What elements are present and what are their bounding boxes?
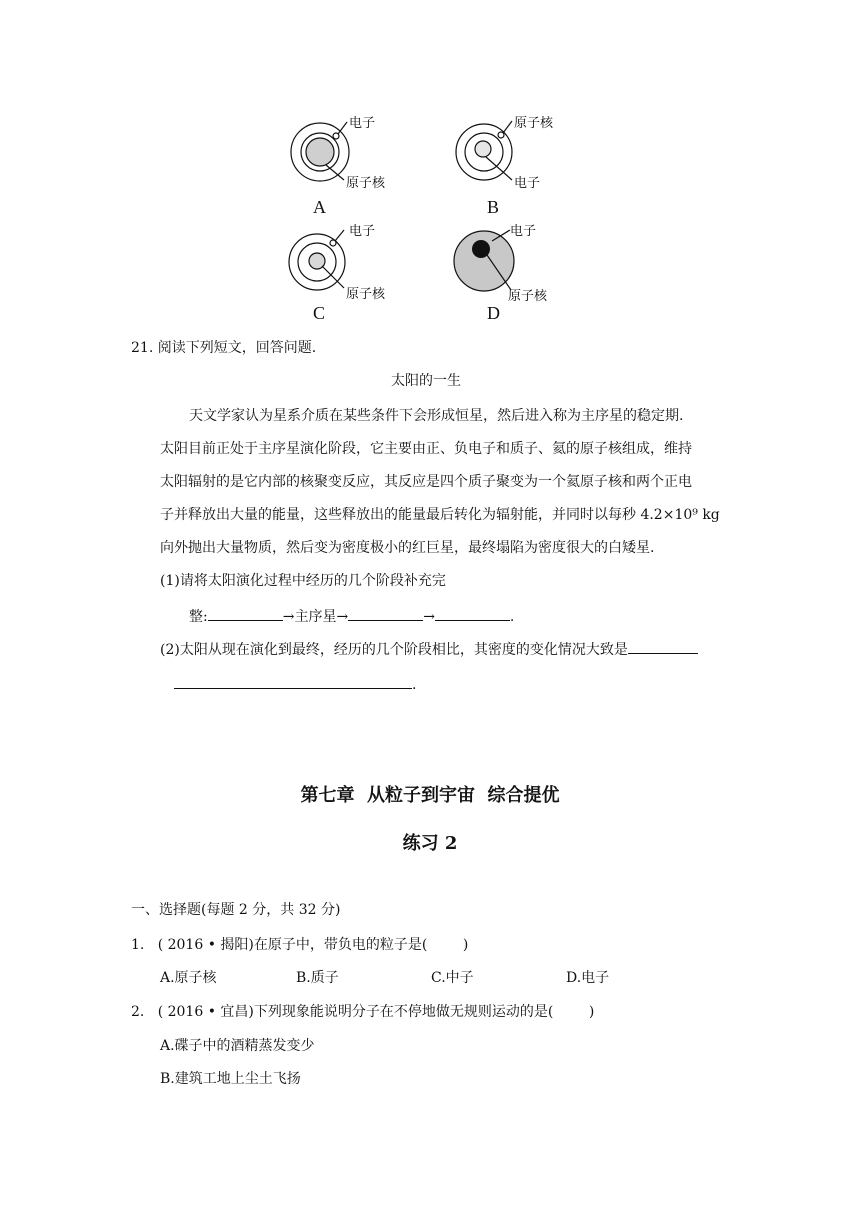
q2-option-a[interactable]: A.碟子中的酒精蒸发变少 <box>160 1038 315 1054</box>
q21-sub2-end: . <box>412 677 417 693</box>
q21-sub2-line <box>160 639 698 660</box>
atom-d-label-nucleus: 原子核 <box>508 289 548 304</box>
q2-option-b[interactable]: B.建筑工地上尘土飞扬 <box>160 1071 301 1087</box>
atom-c-label-electron: 电子 <box>349 224 376 239</box>
atom-b-label-nucleus: 原子核 <box>514 116 554 131</box>
arrow: → <box>336 609 349 625</box>
option-letter-c: C <box>313 303 326 323</box>
atom-c-label-nucleus: 原子核 <box>346 287 386 302</box>
atom-d-label-electron: 电子 <box>510 224 537 239</box>
arrow: → <box>282 609 295 625</box>
atom-a-label-electron: 电子 <box>349 116 376 131</box>
arrow: → <box>423 609 435 625</box>
answer-blank-1[interactable] <box>208 606 283 621</box>
q21-paragraph-line: 太阳辐射的是它内部的核聚变反应，其反应是四个质子聚变为一个氦原子核和两个正电 <box>160 474 692 490</box>
answer-blank-5[interactable] <box>174 674 412 689</box>
option-letter-b: B <box>487 197 500 217</box>
question-2-stem: 2. ( 2016 • 宜昌)下列现象能说明分子在不停地做无规则运动的是( ) <box>131 1004 595 1020</box>
answer-blank-2[interactable] <box>348 606 423 621</box>
question-1-stem: 1. ( 2016 • 揭阳)在原子中，带负电的粒子是( ) <box>131 937 469 953</box>
answer-blank-4[interactable] <box>628 639 698 654</box>
q21-sub1-main-sequence: 主序星 <box>294 609 337 625</box>
atom-b-label-electron: 电子 <box>514 176 541 191</box>
q21-paragraph-line: 太阳目前正处于主序星演化阶段，它主要由正、负电子和质子、氦的原子核组成，维持 <box>160 441 692 457</box>
option-letter-a: A <box>313 197 326 217</box>
q21-paragraph-line: 子并释放出大量的能量，这些释放出的能量最后转化为辐射能，并同时以每秒 4.2×10⁹ kg <box>160 507 720 523</box>
q21-sub1-end: . <box>509 609 515 625</box>
q21-prompt: 21. 阅读下列短文，回答问题. <box>131 340 317 356</box>
chapter-title: 第七章 从粒子到宇宙 综合提优 <box>300 785 560 806</box>
q1-option-c[interactable]: C.中子 <box>431 970 474 986</box>
q21-sub1-prefix: 整: <box>189 609 208 625</box>
q1-option-b[interactable]: B.质子 <box>296 970 339 986</box>
q1-option-a[interactable]: A.原子核 <box>160 970 217 986</box>
q21-sub2-text: (2)太阳从现在演化到最终，经历的几个阶段相比，其密度的变化情况大致是 <box>160 642 628 658</box>
section-header: 一、选择题(每题 2 分，共 32 分) <box>131 902 341 918</box>
q21-paragraph-line: 天文学家认为星系介质在某些条件下会形成恒星，然后进入称为主序星的稳定期. <box>189 408 684 424</box>
q21-article-title: 太阳的一生 <box>391 373 461 389</box>
q21-paragraph-line: 向外抛出大量物质，然后变为密度极小的红巨星，最终塌陷为密度很大的白矮星. <box>160 540 655 556</box>
option-letter-d: D <box>487 303 500 323</box>
answer-blank-3[interactable] <box>435 606 510 621</box>
atom-a-label-nucleus: 原子核 <box>346 176 386 191</box>
q21-sub2-continuation <box>174 674 416 695</box>
chapter-subtitle: 练习 2 <box>402 833 458 854</box>
q21-sub1-text: (1)请将太阳演化过程中经历的几个阶段补充完 <box>160 573 446 589</box>
q1-option-d[interactable]: D.电子 <box>566 970 610 986</box>
q21-sub1-blanks-line <box>189 606 514 627</box>
